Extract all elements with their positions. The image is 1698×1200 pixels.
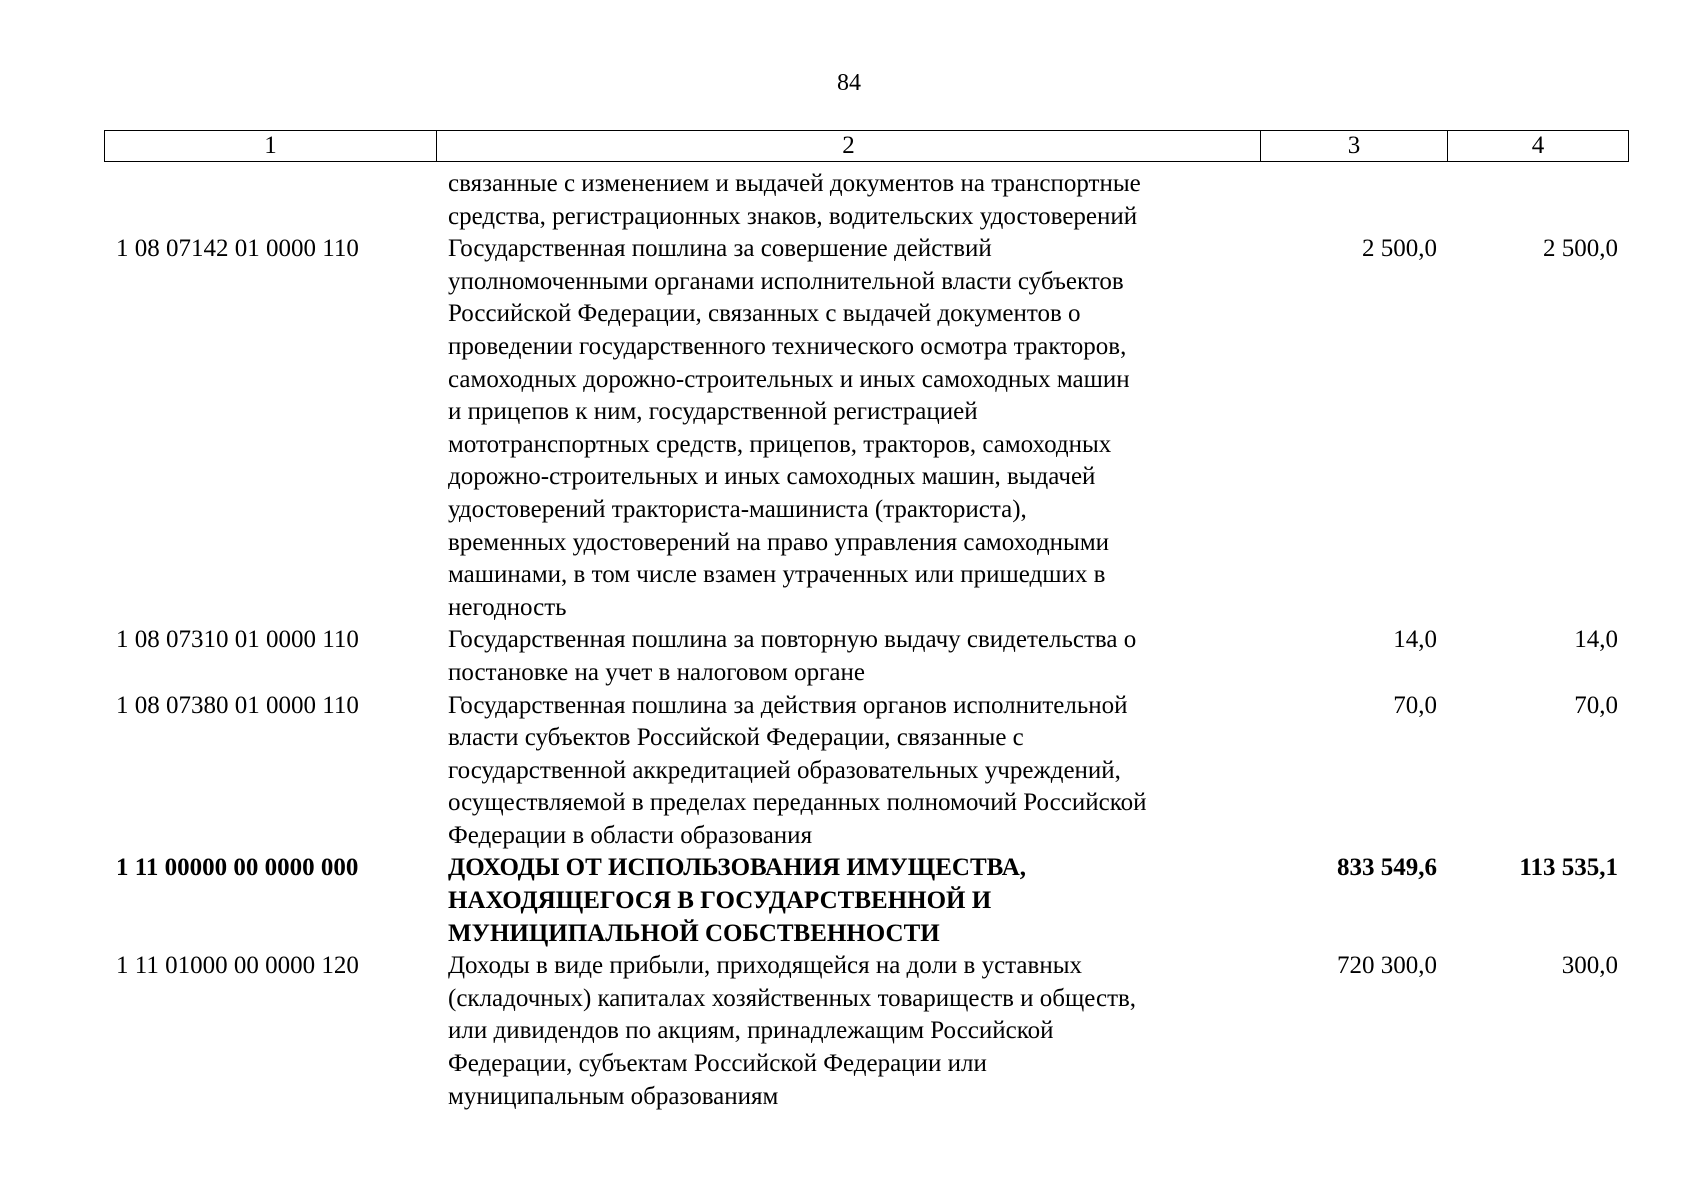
table-row [104,690,1628,853]
row-code: 1 08 07142 01 0000 110 [116,235,359,263]
row-value-col4: 70,0 [1574,691,1618,719]
row-name: ДОХОДЫ ОТ ИСПОЛЬЗОВАНИЯ ИМУЩЕСТВА, НАХОДЯЩЕГОСЯ В ГОСУДАРСТВЕННОЙ И МУНИЦИПАЛЬНОЙ СОБСТВЕННОСТИ [448,854,1027,947]
row-value-col4: 300,0 [1561,952,1618,980]
row-value-col4: 14,0 [1574,626,1618,654]
row-value-col3 [1260,168,1447,233]
row-code: 1 08 07380 01 0000 110 [116,691,359,719]
table-body [104,168,1628,1113]
column-header-1: 1 [105,131,437,162]
row-value-col3: 14,0 [1393,626,1437,654]
column-header-row [104,130,1629,162]
row-name: Доходы в виде прибыли, приходящейся на доли в уставных (складочных) капиталах хозяйственных товариществ и обществ, или дивидендов по акциям, принадлежащим Российской Федерации, субъектам Российской Федерации или муниципальным образованиям [448,952,1137,1110]
row-value-col3: 720 300,0 [1337,952,1437,980]
row-code [104,168,436,233]
row-code: 1 11 00000 00 0000 000 [116,854,359,882]
column-header-3: 3 [1261,131,1448,162]
column-header-4: 4 [1448,131,1629,162]
row-value-col4 [1447,168,1628,233]
table-row [104,233,1628,624]
row-code: 1 08 07310 01 0000 110 [116,626,359,654]
table-row-section-total [104,852,1628,950]
row-value-col3: 833 549,6 [1337,854,1437,882]
row-name: Государственная пошлина за повторную выдачу свидетельства о постановке на учет в налоговом органе [448,626,1137,686]
page-number: 84 [837,70,861,96]
row-value-col3: 70,0 [1393,691,1437,719]
table-row [104,624,1628,689]
column-header-2: 2 [437,131,1261,162]
row-name: Государственная пошлина за действия органов исполнительной власти субъектов Российской Федерации, связанные с государственной аккредитацией образовательных учреждений, осуществляемой в пределах переданных полномочий Российской Федерации в области образования [448,691,1147,849]
row-value-col4: 113 535,1 [1519,854,1618,882]
table-row [104,168,1628,233]
row-name: связанные с изменением и выдачей документов на транспортные средства, регистрационных знаков, водительских удостоверений [448,170,1141,230]
row-value-col3: 2 500,0 [1362,235,1437,263]
row-value-col4: 2 500,0 [1543,235,1618,263]
row-name: Государственная пошлина за совершение действий уполномоченными органами исполнительной власти субъектов Российской Федерации, связанных с выдачей документов о проведении государственного технического осмотра тракторов, самоходных дорожно-строительных и иных самоходных машин и прицепов к ним, государственной регистрацией мототранспортных средств, прицепов, тракторов, самоходных дорожно-строительных и иных самоходных машин, выдачей удостоверений тракториста-машиниста (тракториста), временных удостоверений на право управления самоходными машинами, в том числе взамен утраченных или пришедших в негодность [448,235,1130,621]
row-code: 1 11 01000 00 0000 120 [116,952,359,980]
table-row [104,950,1628,1113]
